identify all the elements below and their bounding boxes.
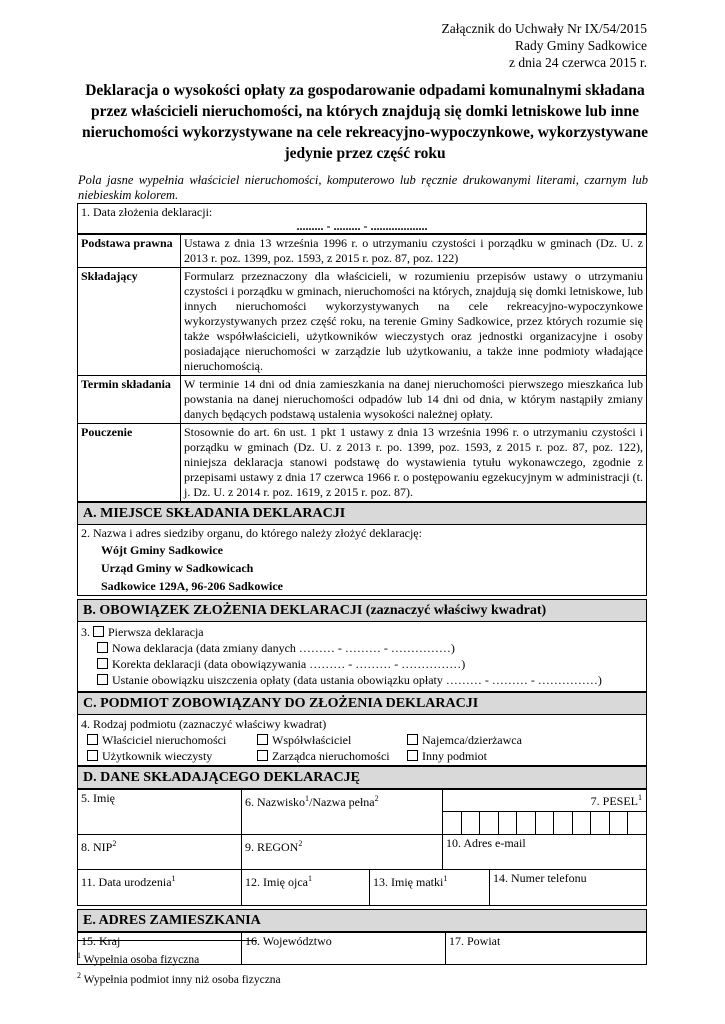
info-label: Składający	[78, 268, 181, 376]
obligation-option-first[interactable]	[81, 624, 643, 640]
surname-field[interactable]	[242, 790, 443, 835]
field-label: 12. Imię ojca	[245, 875, 308, 889]
authority-line-2: Urząd Gminy w Sadkowicach	[101, 561, 254, 575]
option-label: Ustanie obowiązku uiszczenia opłaty (data ustania obowiązku opłaty ……… - ……… - ……………)	[112, 673, 602, 687]
header-line-2: Rady Gminy Sadkowice	[515, 38, 647, 53]
info-row-deadline	[78, 376, 647, 424]
info-text: Formularz przeznaczony dla właścicieli, w rozumieniu przepisów ustawy o utrzymaniu czystości i porządku w gminach, nieruchomości na których, znajdują się domki letniskowe, lub innych nieruchomości wykorzystywanych na cele rekreacyjno-wypoczynkowe wykorzystywanych przez część roku, na terenie Gminy Sadkowice, przez których rozumie się także współwłaścicieli, użytkowników wieczystych oraz jednostki organizacyjne i osoby posiadające nieruchomości w zarządzie lub użytkowaniu, a także inne podmioty władające nieruchomością.	[181, 268, 647, 376]
field-label: /Nazwa pełna	[309, 795, 375, 809]
info-label: Podstawa prawna	[78, 235, 181, 268]
field-label: 8. NIP	[81, 840, 113, 854]
checkbox[interactable]	[97, 674, 108, 685]
footnote-ref: 2	[374, 794, 379, 803]
info-row-instruction	[78, 424, 647, 502]
section-b-header: B. OBOWIĄZEK ZŁOŻENIA DEKLARACJI (zaznaczyć właściwy kwadrat)	[77, 599, 647, 622]
regon-field[interactable]	[242, 835, 443, 870]
entity-option-perpetual-user[interactable]	[87, 748, 257, 764]
footnote-ref: 2	[298, 839, 303, 848]
father-name-field[interactable]	[242, 870, 370, 906]
option-label: Współwłaściciel	[272, 733, 352, 747]
info-label: Pouczenie	[78, 424, 181, 502]
email-field[interactable]	[443, 835, 647, 870]
section-e-header: E. ADRES ZAMIESZKANIA	[77, 909, 647, 932]
attachment-header	[442, 20, 647, 71]
option-label: Inny podmiot	[422, 749, 487, 763]
field-label: 15. Kraj	[81, 934, 121, 948]
phone-field[interactable]	[490, 870, 647, 906]
option-label: Korekta deklaracji (data obowiązywania ……… - ……… - ……………)	[112, 657, 466, 671]
footnote-text: Wypełnia podmiot inny niż osoba fizyczna	[81, 973, 281, 986]
field-label: 11. Data urodzenia	[81, 875, 172, 889]
pesel-field[interactable]	[443, 790, 647, 835]
info-row-submitter	[78, 268, 647, 376]
section-b-number: 3.	[81, 625, 90, 639]
section-d-header: D. DANE SKŁADAJĄCEGO DEKLARACJĘ	[77, 766, 647, 789]
submission-date-label: 1. Data złożenia deklaracji:	[81, 205, 213, 219]
pesel-digit-grid[interactable]	[443, 811, 646, 834]
section-c-header: C. PODMIOT ZOBOWIĄZANY DO ZŁOŻENIA DEKLARACJI	[77, 692, 647, 715]
field-label: 6. Nazwisko	[245, 795, 305, 809]
field-label: 10. Adres e-mail	[446, 836, 526, 850]
checkbox[interactable]	[93, 626, 104, 637]
option-label: Pierwsza deklaracja	[108, 625, 204, 639]
checkbox[interactable]	[87, 750, 98, 761]
footnotes	[77, 948, 281, 988]
checkbox[interactable]	[97, 658, 108, 669]
authority-line-3: Sadkowice 129A, 96-206 Sadkowice	[101, 579, 284, 593]
checkbox[interactable]	[87, 734, 98, 745]
submission-date-pattern: ......... - ......... - ...................	[296, 219, 428, 233]
field-label: 7. PESEL	[590, 794, 638, 808]
info-label: Termin składania	[78, 376, 181, 424]
info-text: Ustawa z dnia 13 września 1996 r. o utrzymaniu czystości i porządku w gminach (Dz. U. z 2013 r. poz. 1399, poz. 1593, z 2015 r. poz. 87, poz. 122)	[181, 235, 647, 268]
county-field[interactable]	[446, 933, 647, 965]
checkbox[interactable]	[97, 642, 108, 653]
option-label: Użytkownik wieczysty	[102, 749, 213, 763]
entity-option-manager[interactable]	[257, 748, 407, 764]
entity-option-other[interactable]	[407, 748, 487, 764]
obligation-option-cessation[interactable]	[81, 672, 643, 688]
obligation-option-new[interactable]	[81, 640, 643, 656]
authority-label: 2. Nazwa i adres siedziby organu, do którego należy złożyć deklarację:	[81, 526, 422, 540]
section-d-table-2	[77, 869, 647, 906]
section-c-body	[77, 715, 647, 766]
footnote-ref: 1	[307, 874, 312, 883]
info-text: Stosownie do art. 6n ust. 1 pkt 1 ustawy z dnia 13 września 1996 r. o utrzymaniu czystości i porządku w gminach (Dz. U. z 2013 r. po. 1399, poz. 1593, z 2015 r. poz. 87, poz. 122), niniejsza deklaracja stanowi podstawę do wystawienia tytułu wykonawczego, zgodnie z przepisami ustawy z dnia 17 czerwca 1966 r. o postępowaniu egzekucyjnym w administracji (t. j. Dz. U. z 2014 r. poz. 1619, z 2015 r. poz. 87).	[181, 424, 647, 502]
footnote-number: 2	[77, 970, 81, 980]
footnote-2	[77, 968, 281, 988]
footnote-1	[77, 948, 281, 968]
footnote-text: Wypełnia osoba fizyczna	[81, 953, 200, 966]
field-label: 5. Imię	[81, 791, 115, 805]
entity-option-owner[interactable]	[87, 732, 257, 748]
birth-date-field[interactable]	[78, 870, 242, 906]
authority-line-1: Wójt Gminy Sadkowice	[101, 543, 224, 557]
checkbox[interactable]	[257, 734, 268, 745]
submission-date-field[interactable]	[77, 203, 647, 234]
footnote-divider	[77, 940, 257, 941]
entity-option-coowner[interactable]	[257, 732, 407, 748]
mother-name-field[interactable]	[370, 870, 490, 906]
intro-instructions: Pola jasne wypełnia właściciel nieruchomości, komputerowo lub ręcznie drukowanymi literami, czarnym lub niebieskim kolorem.	[78, 173, 648, 202]
info-text: W terminie 14 dni od dnia zamieszkania na danej nieruchomości pierwszego mieszkańca lub powstania na danej nieruchomości odpadów lub 14 dni od dnia, w którym nastąpiły zmiany danych będących podstawą ustalenia wysokości należnej opłaty.	[181, 376, 647, 424]
entity-type-label: 4. Rodzaj podmiotu (zaznaczyć właściwy kwadrat)	[81, 717, 327, 731]
option-label: Najemca/dzierżawca	[422, 733, 522, 747]
section-d-table	[77, 789, 647, 870]
obligation-option-correction[interactable]	[81, 656, 643, 672]
footnote-ref: 1	[638, 793, 642, 802]
footnote-number: 1	[77, 951, 81, 960]
section-a-body	[77, 525, 647, 596]
option-label: Nowa deklaracja (data zmiany danych ……… - ……… - ……………)	[112, 641, 455, 655]
entity-option-tenant[interactable]	[407, 732, 522, 748]
header-line-1: Załącznik do Uchwały Nr IX/54/2015	[441, 21, 647, 36]
field-label: 9. REGON	[245, 840, 299, 854]
option-label: Zarządca nieruchomości	[272, 749, 390, 763]
section-b-body	[77, 622, 647, 692]
header-line-3: z dnia 24 czerwca 2015 r.	[509, 55, 647, 70]
section-a-header: A. MIEJSCE SKŁADANIA DEKLARACJI	[77, 502, 647, 525]
nip-field[interactable]	[78, 835, 242, 870]
field-label: 14. Numer telefonu	[493, 871, 587, 885]
option-label: Właściciel nieruchomości	[102, 733, 227, 747]
declaration-form	[77, 203, 647, 965]
footnote-ref: 1	[171, 874, 176, 883]
checkbox[interactable]	[407, 750, 418, 761]
first-name-field[interactable]	[78, 790, 242, 835]
footnote-ref: 1	[305, 794, 309, 803]
checkbox[interactable]	[257, 750, 268, 761]
footnote-ref: 1	[443, 874, 448, 883]
field-label: 13. Imię matki	[373, 875, 444, 889]
field-label: 17. Powiat	[449, 934, 501, 948]
info-table	[77, 234, 647, 502]
info-row-legal-basis	[78, 235, 647, 268]
footnote-ref: 2	[112, 839, 117, 848]
checkbox[interactable]	[407, 734, 418, 745]
field-label: 16. Województwo	[245, 934, 332, 948]
document-title: Deklaracja o wysokości opłaty za gospodarowanie odpadami komunalnymi składana przez właścicieli nieruchomości, na których znajdują się domki letniskowe lub inne nieruchomości wykorzystywane na cele rekreacyjno-wypoczynkowe, wykorzystywane jedynie przez część roku	[82, 82, 648, 162]
